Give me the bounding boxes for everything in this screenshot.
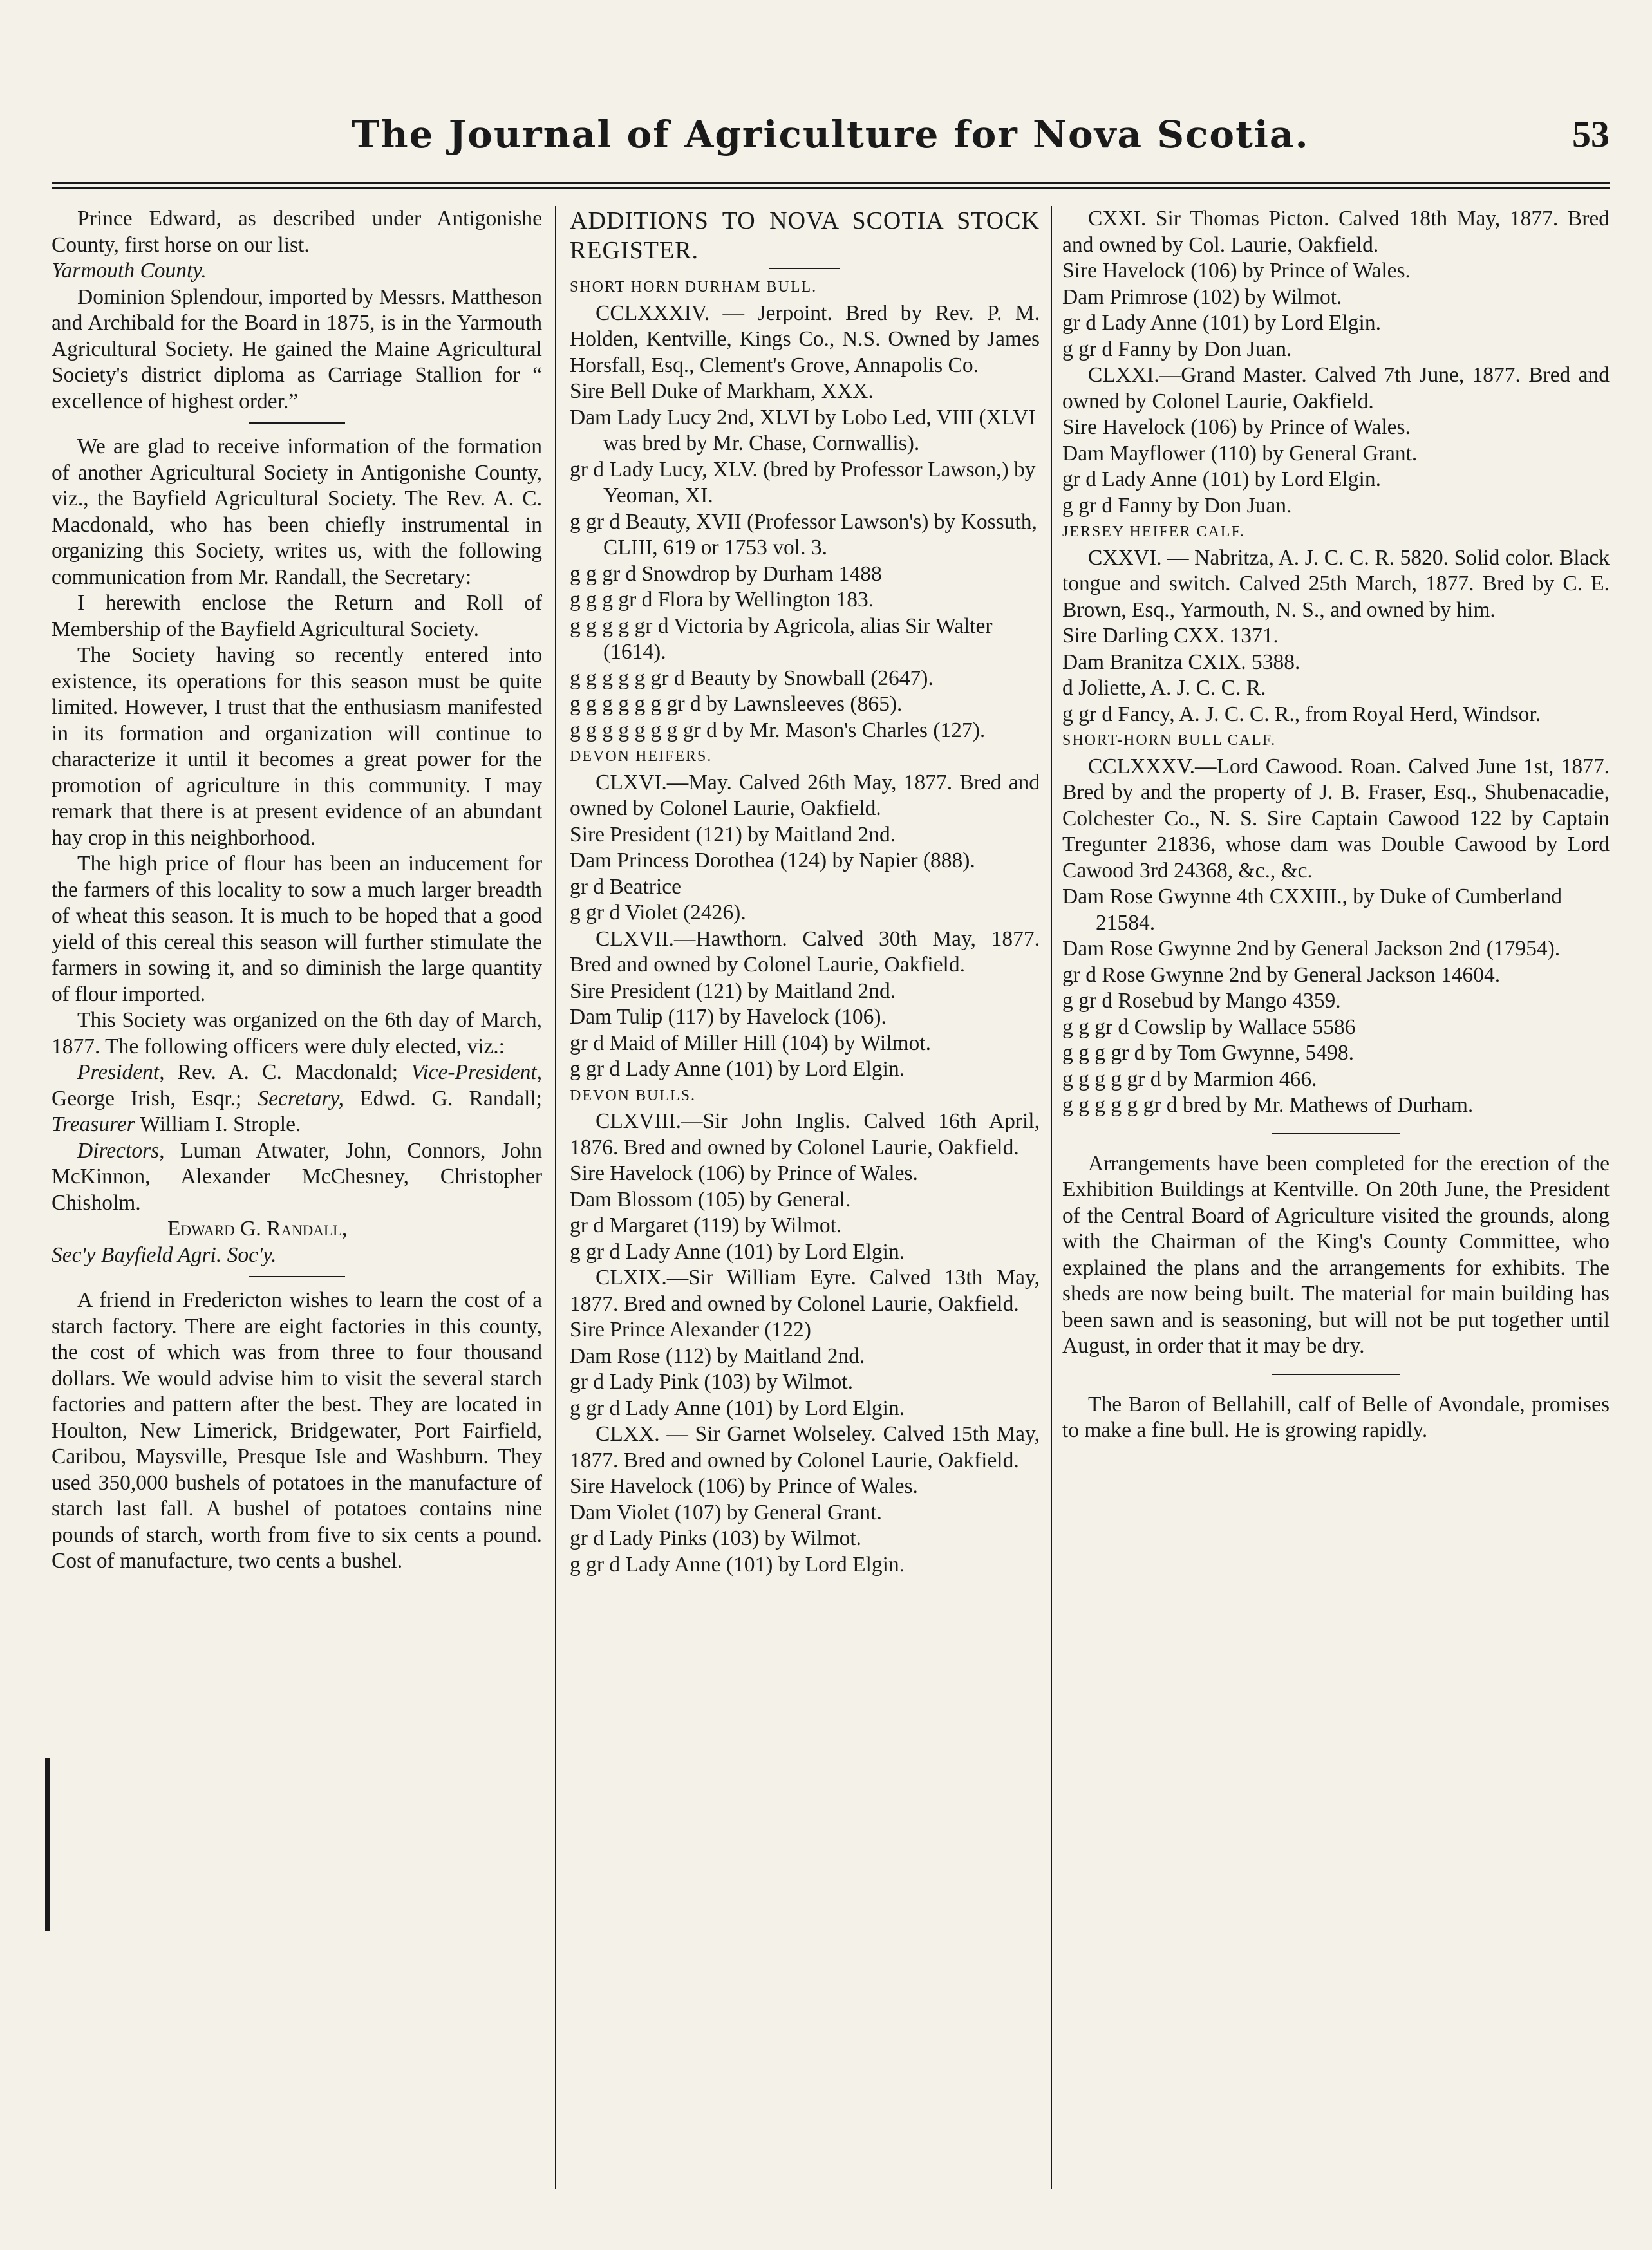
pedigree-line: g g g gr d by Tom Gwynne, 5498.	[1062, 1041, 1354, 1065]
column-middle	[570, 206, 1040, 1578]
margin-mark	[45, 1758, 50, 1931]
pedigree-line: g g gr d Cowslip by Wallace 5586	[1062, 1015, 1356, 1039]
paragraph-letter-organized: This Society was organized on the 6th day of March, 1877. The following officers were duly elected, viz.:	[52, 1008, 542, 1058]
officer-name: George Irish, Esqr.;	[52, 1086, 242, 1111]
officers-list	[52, 1060, 542, 1138]
pedigree-line: gr d Margaret (119) by Wilmot.	[570, 1214, 842, 1237]
pedigree-line: Dam Mayflower (110) by General Grant.	[1062, 441, 1418, 465]
pedigree-line: g gr d Beauty, XVII (Professor Lawson's) by Kossuth, CLIII, 619 or 1753 vol. 3.	[570, 509, 1037, 559]
pedigree-line: gr d Lady Pinks (103) by Wilmot.	[570, 1526, 862, 1550]
pedigree-line: g g g g gr d Victoria by Agricola, alias Sir Walter (1614).	[570, 614, 993, 664]
pedigree-line: g gr d Fanny by Don Juan.	[1062, 337, 1292, 361]
paragraph-exhibition-buildings: Arrangements have been completed for the erection of the Exhibition Buildings at Kentville. On 20th June, the President of the Central Board of Agriculture visited the grounds, along with the Chairman of the King's County Committee, who explained the plans and the arrangements for exhibits. The sheds are now being built. The material for main building has been sawn and is seasoning, but will not be put together until August, in order that it may be dry.	[1062, 1151, 1610, 1358]
entry-sir-garnet-wolseley: CLXX. — Sir Garnet Wolseley. Calved 15th May, 1877. Bred and owned by Colonel Laurie, Oakfield.	[570, 1422, 1040, 1472]
header-rule	[52, 182, 1610, 184]
entry-sir-william-eyre: CLXIX.—Sir William Eyre. Calved 13th May, 1877. Bred and owned by Colonel Laurie, Oakfield.	[570, 1266, 1040, 1316]
officer-role: Treasurer	[52, 1112, 135, 1136]
pedigree-line: Dam Tulip (117) by Havelock (106).	[570, 1005, 887, 1029]
pedigree-line: Sire Darling CXX. 1371.	[1062, 624, 1279, 648]
journal-title: The Journal of Agriculture for Nova Scotia.	[352, 113, 1309, 156]
pedigree-line: g g gr d Snowdrop by Durham 1488	[570, 561, 882, 586]
pedigree-line: Sire President (121) by Maitland 2nd.	[570, 979, 896, 1003]
pedigree-line: g g g g g gr d Beauty by Snowball (2647).	[570, 666, 934, 690]
subheading-devon-bulls: DEVON BULLS.	[570, 1087, 696, 1104]
pedigree-line: d Joliette, A. J. C. C. R.	[1062, 676, 1266, 700]
pedigree-line: Dam Princess Dorothea (124) by Napier (888).	[570, 848, 975, 872]
section-heading-yarmouth: Yarmouth County.	[52, 259, 207, 283]
pedigree-line: g gr d Lady Anne (101) by Lord Elgin.	[570, 1552, 905, 1577]
pedigree-line: gr d Lady Lucy, XLV. (bred by Professor Lawson,) by Yeoman, XI.	[570, 457, 1036, 507]
separator-rule	[1272, 1133, 1400, 1134]
separator-rule	[1272, 1374, 1400, 1375]
officer-name: William I. Strople.	[135, 1112, 301, 1136]
pedigree-line: Sire President (121) by Maitland 2nd.	[570, 822, 896, 847]
pedigree-line: Dam Lady Lucy 2nd, XLVI by Lobo Led, VIII (XLVI was bred by Mr. Chase, Cornwallis).	[570, 405, 1036, 455]
paragraph-prince-edward: Prince Edward, as described under Antigonishe County, first horse on our list.	[52, 207, 542, 257]
directors-names: Luman Atwater, John, Connors, John McKinnon, Alexander McChesney, Christopher Chisholm.	[52, 1138, 542, 1215]
pedigree-line: Sire Havelock (106) by Prince of Wales.	[1062, 415, 1411, 439]
column-divider	[1051, 206, 1052, 2189]
officer-name: Edwd. G. Randall;	[344, 1086, 542, 1111]
entry-may: CLXVI.—May. Calved 26th May, 1877. Bred and owned by Colonel Laurie, Oakfield.	[570, 770, 1040, 820]
paragraph-dominion-splendour: Dominion Splendour, imported by Messrs. Mattheson and Archibald for the Board in 1875, is in the Yarmouth Agricultural Society. He gained the Maine Agricultural Society's district diploma as Carriage Stallion for “ excellence of highest order.”	[52, 285, 542, 413]
column-left	[52, 206, 542, 1575]
entry-lord-cawood: CCLXXXV.—Lord Cawood. Roan. Calved June 1st, 1877. Bred by and the property of J. B. Fraser, Esq., Shubenacadie, Colchester Co., N. S. Sire Captain Cawood 122 by Captain Tregunter 21836, whose dam was Double Cawood by Lord Cawood 3rd 24368, &c., &c.	[1062, 754, 1610, 883]
subheading-shorthorn-bull: SHORT HORN DURHAM BULL.	[570, 279, 818, 295]
subheading-devon-heifers: DEVON HEIFERS.	[570, 748, 713, 765]
pedigree-line: Dam Rose Gwynne 4th CXXIII., by Duke of Cumberland 21584.	[1062, 885, 1562, 935]
pedigree-line: Dam Rose (112) by Maitland 2nd.	[570, 1344, 865, 1368]
page-number: 53	[1572, 113, 1610, 155]
entry-sir-thomas-picton: CXXI. Sir Thomas Picton. Calved 18th May, 1877. Bred and owned by Col. Laurie, Oakfield.	[1062, 207, 1610, 257]
directors-list	[52, 1138, 542, 1217]
pedigree-line: Sire Havelock (106) by Prince of Wales.	[570, 1474, 918, 1498]
pedigree-line: g gr d Lady Anne (101) by Lord Elgin.	[570, 1057, 905, 1081]
pedigree-line: Dam Branitza CXIX. 5388.	[1062, 650, 1300, 674]
paragraph-letter-return: I herewith enclose the Return and Roll of Membership of the Bayfield Agricultural Society.	[52, 591, 542, 641]
pedigree-line: gr d Rose Gwynne 2nd by General Jackson 14604.	[1062, 962, 1501, 987]
separator-rule	[249, 1276, 345, 1277]
paragraph-starch-factory: A friend in Fredericton wishes to learn the cost of a starch factory. There are eight factories in this county, the cost of which was from three to four thousand dollars. We would advise him to visit the several starch factories and pattern after the best. They are located in Houlton, New Limerick, Bridgewater, Port Fairfield, Caribou, Maysville, Presque Isle and Washburn. They used 350,000 bushels of potatoes in the manufacture of starch last fall. A bushel of potatoes contains nine pounds of starch, worth from five to six cents a pound. Cost of manufacture, two cents a bushel.	[52, 1288, 542, 1573]
pedigree-line: g g g gr d Flora by Wellington 183.	[570, 588, 874, 612]
officer-role: President,	[77, 1060, 165, 1084]
pedigree-line: g g g g gr d by Marmion 466.	[1062, 1067, 1317, 1091]
paragraph-letter-operations: The Society having so recently entered into existence, its operations for this season must be quite limited. However, I trust that the enthusiasm manifested in its formation and organization will continue to characterize it until it becomes a great power for the promotion of agriculture in this community. I may remark that there is at present evidence of an abundant hay crop in this neighborhood.	[52, 643, 542, 850]
stock-register-heading: ADDITIONS TO NOVA SCOTIA STOCK REGISTER.	[570, 207, 1040, 264]
officer-role: Secretary,	[258, 1086, 344, 1111]
entry-hawthorn: CLXVII.—Hawthorn. Calved 30th May, 1877. Bred and owned by Colonel Laurie, Oakfield.	[570, 926, 1040, 977]
paragraph-letter-flour: The high price of flour has been an inducement for the farmers of this locality to sow a much larger breadth of wheat this season. It is much to be hoped that a good yield of this cereal this season will further stimulate the farmers in sowing it, and so diminish the large quantity of flour imported.	[52, 852, 542, 1006]
pedigree-line: g gr d Rosebud by Mango 4359.	[1062, 989, 1341, 1013]
paragraph-bayfield-society: We are glad to receive information of the formation of another Agricultural Society in Antigonishe County, viz., the Bayfield Agricultural Society. The Rev. A. C. Macdonald, who has been chiefly instrumental in organizing this Society, writes us, with the following communication from Mr. Randall, the Secretary:	[52, 435, 542, 589]
pedigree-line: g gr d Lady Anne (101) by Lord Elgin.	[570, 1239, 905, 1264]
entry-sir-john-inglis: CLXVIII.—Sir John Inglis. Calved 16th April, 1876. Bred and owned by Colonel Laurie, Oakfield.	[570, 1109, 1040, 1159]
pedigree-line: g gr d Fanny by Don Juan.	[1062, 493, 1292, 518]
pedigree-line: Sire Havelock (106) by Prince of Wales.	[570, 1161, 918, 1185]
pedigree-line: g g g g g g gr d by Lawnsleeves (865).	[570, 692, 903, 716]
column-right	[1062, 206, 1610, 1444]
pedigree-line: g g g g g g g gr d by Mr. Mason's Charles (127).	[570, 718, 986, 742]
pedigree-line: g g g g g gr d bred by Mr. Mathews of Durham.	[1062, 1093, 1474, 1117]
signature-title: Sec'y Bayfield Agri. Soc'y.	[52, 1242, 277, 1267]
pedigree-line: Sire Havelock (106) by Prince of Wales.	[1062, 259, 1411, 283]
pedigree-line: Dam Rose Gwynne 2nd by General Jackson 2nd (17954).	[1062, 937, 1561, 961]
pedigree-line: Dam Violet (107) by General Grant.	[570, 1500, 882, 1524]
pedigree-line: Dam Blossom (105) by General.	[570, 1187, 851, 1212]
pedigree-line: gr d Lady Pink (103) by Wilmot.	[570, 1370, 854, 1394]
pedigree-line: Sire Bell Duke of Markham, XXX.	[570, 379, 874, 403]
pedigree-line: g gr d Lady Anne (101) by Lord Elgin.	[570, 1396, 905, 1420]
separator-rule	[249, 422, 345, 424]
pedigree-line: gr d Maid of Miller Hill (104) by Wilmot.	[570, 1031, 931, 1055]
separator-rule	[769, 268, 840, 269]
signature-name: Edward G. Randall,	[167, 1217, 348, 1241]
pedigree-line: gr d Beatrice	[570, 874, 681, 899]
officer-role: Vice-President,	[411, 1060, 543, 1084]
paragraph-baron-of-bellahill: The Baron of Bellahill, calf of Belle of Avondale, promises to make a fine bull. He is growing rapidly.	[1062, 1392, 1610, 1442]
column-divider	[555, 206, 556, 2189]
entry-nabritza: CXXVI. — Nabritza, A. J. C. C. R. 5820. Solid color. Black tongue and switch. Calved 25th March, 1877. Bred by C. E. Brown, Esq., Yarmouth, N. S., and owned by him.	[1062, 545, 1610, 622]
officer-name: Rev. A. C. Macdonald;	[164, 1060, 399, 1084]
pedigree-line: g gr d Violet (2426).	[570, 901, 746, 924]
header-rule-thin	[52, 187, 1610, 189]
entry-grand-master: CLXXI.—Grand Master. Calved 7th June, 1877. Bred and owned by Colonel Laurie, Oakfield.	[1062, 363, 1610, 413]
directors-label: Directors,	[77, 1138, 165, 1163]
pedigree-line: g gr d Fancy, A. J. C. C. R., from Royal Herd, Windsor.	[1062, 702, 1541, 726]
subheading-jersey-heifer: JERSEY HEIFER CALF.	[1062, 523, 1245, 540]
subheading-shorthorn-bull-calf: SHORT-HORN BULL CALF.	[1062, 732, 1277, 749]
pedigree-line: Dam Primrose (102) by Wilmot.	[1062, 285, 1342, 309]
pedigree-line: gr d Lady Anne (101) by Lord Elgin.	[1062, 311, 1381, 335]
entry-jerpoint: CCLXXXIV. — Jerpoint. Bred by Rev. P. M. Holden, Kentville, Kings Co., N.S. Owned by James Horsfall, Esq., Clement's Grove, Annapolis Co.	[570, 301, 1040, 377]
pedigree-line: gr d Lady Anne (101) by Lord Elgin.	[1062, 467, 1381, 491]
page-header	[52, 113, 1610, 174]
pedigree-line: Sire Prince Alexander (122)	[570, 1318, 811, 1342]
